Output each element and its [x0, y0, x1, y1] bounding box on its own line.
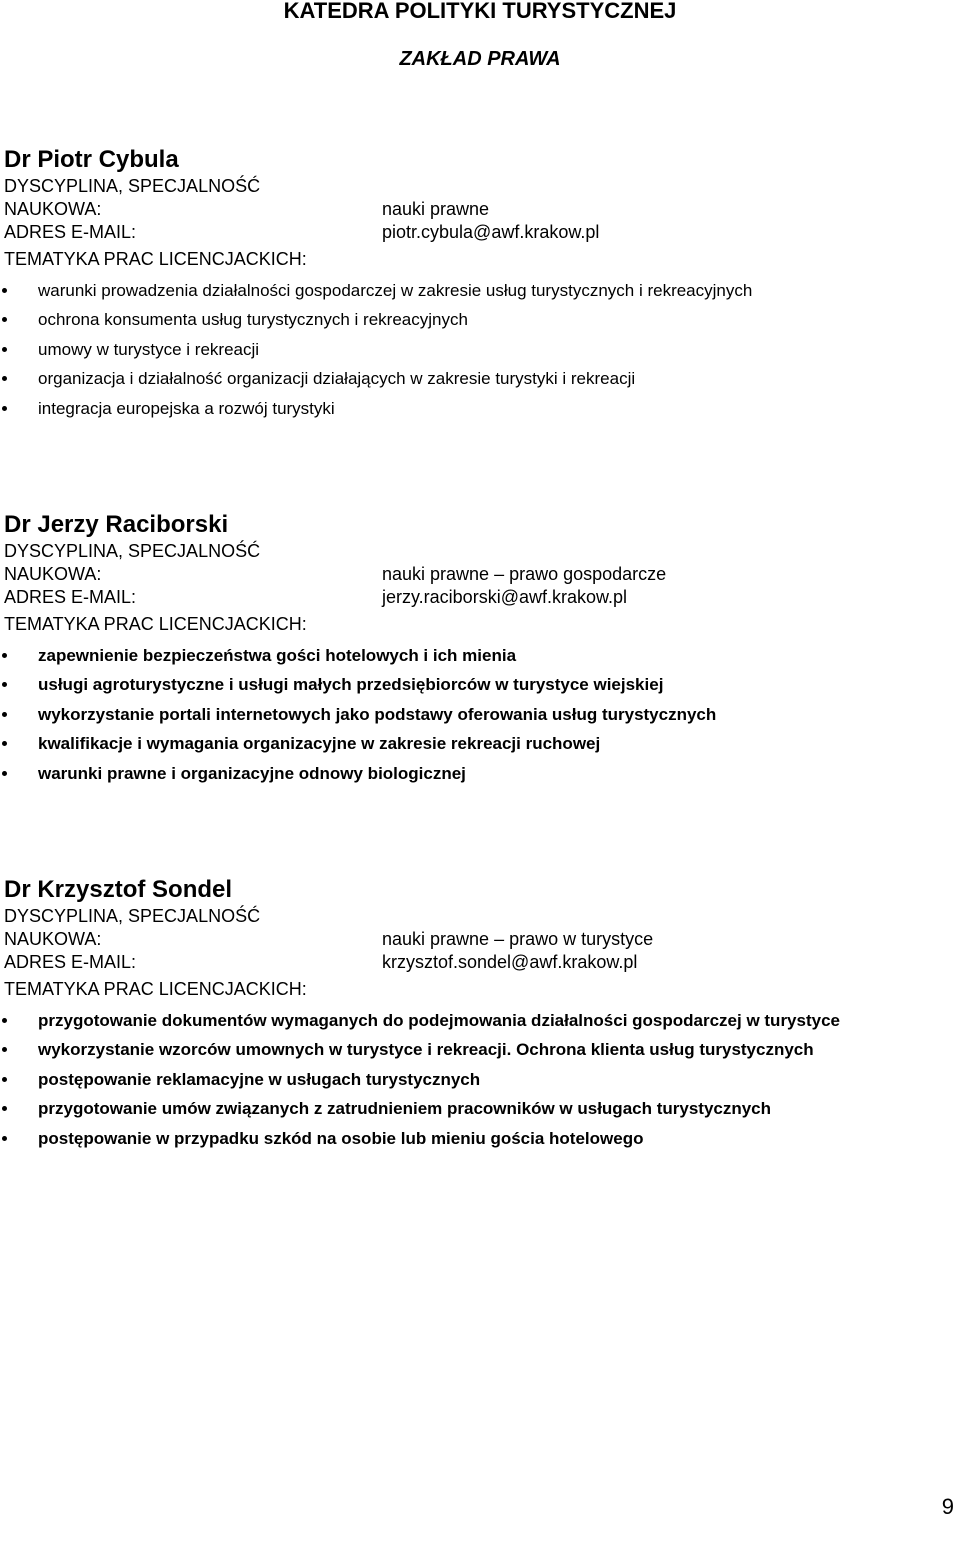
bullet-icon	[2, 712, 7, 717]
list-item	[4, 364, 954, 393]
discipline-label: DYSCYPLINA, SPECJALNOŚĆ	[4, 541, 261, 561]
bullet-icon	[2, 347, 7, 352]
topic-text: przygotowanie umów związanych z zatrudnieniem pracowników w usługach turystycznych	[38, 1099, 772, 1119]
bullet-icon	[2, 682, 7, 687]
topic-text: kwalifikacje i wymagania organizacyjne w zakresie rekreacji ruchowej	[38, 734, 601, 754]
person-name: Dr Jerzy Raciborski	[4, 511, 229, 538]
topic-text: przygotowanie dokumentów wymaganych do podejmowania działalności gospodarczej w turystyce	[38, 1011, 840, 1030]
bullet-icon	[2, 1018, 7, 1023]
bullet-icon	[2, 376, 7, 381]
list-item	[4, 1065, 954, 1094]
list-item	[4, 729, 954, 758]
list-item	[4, 276, 954, 305]
email-value: jerzy.raciborski@awf.krakow.pl	[382, 587, 628, 607]
topic-text: wykorzystanie wzorców umownych w turystyce i rekreacji. Ochrona klienta usług turystycznych	[38, 1040, 814, 1060]
discipline-label: DYSCYPLINA, SPECJALNOŚĆ	[4, 176, 261, 196]
discipline-label-2: NAUKOWA:	[4, 564, 102, 584]
person-section	[4, 510, 954, 788]
discipline-value: nauki prawne – prawo w turystyce	[382, 929, 654, 949]
bullet-icon	[2, 317, 7, 322]
bullet-icon	[2, 288, 7, 293]
discipline-label-2: NAUKOWA:	[4, 199, 102, 219]
list-item	[4, 641, 954, 670]
list-item	[4, 1006, 954, 1035]
list-item	[4, 1124, 954, 1153]
list-item	[4, 1035, 954, 1064]
bullet-icon	[2, 771, 7, 776]
topic-text: wykorzystanie portali internetowych jako podstawy oferowania usług turystycznych	[38, 704, 717, 724]
department-title: KATEDRA POLITYKI TURYSTYCZNEJ	[283, 0, 677, 23]
topic-text: ochrona konsumenta usług turystycznych i rekreacyjnych	[38, 310, 468, 330]
topics-label: TEMATYKA PRAC LICENCJACKICH:	[4, 249, 307, 269]
list-item	[4, 1094, 954, 1123]
page-number: 9	[941, 1494, 954, 1519]
list-item	[4, 394, 954, 423]
topics-list	[4, 1006, 954, 1153]
topics-label: TEMATYKA PRAC LICENCJACKICH:	[4, 614, 307, 634]
list-item	[4, 305, 954, 334]
topic-text: integracja europejska a rozwój turystyki	[38, 398, 335, 418]
topic-text: warunki prawne i organizacyjne odnowy biologicznej	[38, 763, 466, 783]
person-meta	[4, 905, 954, 1001]
list-item	[4, 335, 954, 364]
topic-text: postępowanie w przypadku szkód na osobie lub mieniu gościa hotelowego	[38, 1128, 644, 1148]
bullet-icon	[2, 1077, 7, 1082]
discipline-value: nauki prawne	[382, 199, 490, 219]
topic-text: usługi agroturystyczne i usługi małych przedsiębiorców w turystyce wiejskiej	[38, 675, 664, 695]
topic-text: umowy w turystyce i rekreacji	[38, 339, 260, 359]
person-name: Dr Krzysztof Sondel	[4, 876, 233, 903]
bullet-icon	[2, 653, 7, 658]
discipline-value: nauki prawne – prawo gospodarcze	[382, 564, 667, 584]
email-value: krzysztof.sondel@awf.krakow.pl	[382, 952, 638, 972]
topics-label: TEMATYKA PRAC LICENCJACKICH:	[4, 979, 307, 999]
person-meta	[4, 175, 954, 271]
list-item	[4, 759, 954, 788]
topic-text: postępowanie reklamacyjne w usługach turystycznych	[38, 1069, 481, 1089]
bullet-icon	[2, 1136, 7, 1141]
person-meta	[4, 540, 954, 636]
topic-text: zapewnienie bezpieczeństwa gości hotelowych i ich mienia	[38, 646, 517, 665]
bullet-icon	[2, 1106, 7, 1111]
email-label: ADRES E-MAIL:	[4, 587, 137, 607]
email-label: ADRES E-MAIL:	[4, 952, 137, 972]
unit-subtitle: ZAKŁAD PRAWA	[399, 48, 561, 70]
person-section	[4, 875, 954, 1153]
email-value: piotr.cybula@awf.krakow.pl	[382, 222, 600, 242]
topics-list	[4, 641, 954, 788]
topics-list	[4, 276, 954, 423]
discipline-label-2: NAUKOWA:	[4, 929, 102, 949]
topic-text: organizacja i działalność organizacji działających w zakresie turystyki i rekreacji	[38, 369, 636, 389]
bullet-icon	[2, 1047, 7, 1052]
email-label: ADRES E-MAIL:	[4, 222, 137, 242]
person-name: Dr Piotr Cybula	[4, 146, 179, 173]
person-section	[4, 145, 954, 423]
bullet-icon	[2, 741, 7, 746]
discipline-label: DYSCYPLINA, SPECJALNOŚĆ	[4, 906, 261, 926]
topic-text: warunki prowadzenia działalności gospodarczej w zakresie usług turystycznych i rekreacyjnych	[38, 281, 753, 300]
list-item	[4, 670, 954, 699]
list-item	[4, 700, 954, 729]
bullet-icon	[2, 406, 7, 411]
